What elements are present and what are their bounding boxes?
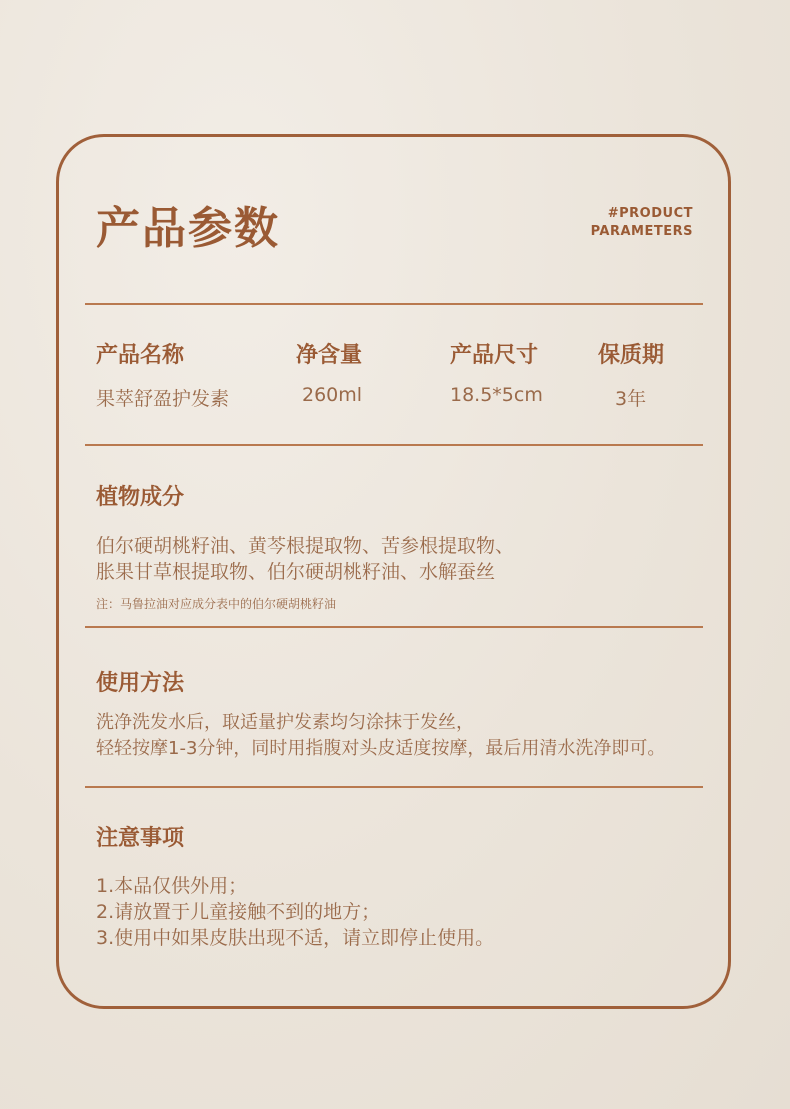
ingredients-line-1: 伯尔硬胡桃籽油、黄芩根提取物、苦参根提取物、 [96, 535, 515, 557]
ingredients-text [96, 533, 514, 585]
usage-line-1: 洗净洗发水后，取适量护发素均匀涂抹于发丝， [96, 712, 474, 733]
spec-label-shelf-life: 保质期 [598, 343, 665, 368]
spec-value-size: 18.5*5cm [450, 384, 543, 406]
spec-value-name: 果萃舒盈护发素 [96, 388, 230, 410]
caution-item-2: 2.请放置于儿童接触不到的地方； [96, 901, 381, 923]
spec-value-shelf-life: 3年 [615, 388, 647, 410]
cautions-list [96, 873, 494, 951]
page-title: 产品参数 [96, 203, 280, 254]
page-subtitle [591, 205, 693, 241]
divider-ingredients [85, 626, 703, 628]
divider-usage [85, 786, 703, 788]
spec-label-size: 产品尺寸 [450, 343, 539, 368]
ingredients-note: 注：马鲁拉油对应成分表中的伯尔硬胡桃籽油 [96, 597, 337, 611]
caution-item-1: 1.本品仅供外用； [96, 875, 248, 897]
spec-value-volume: 260ml [302, 384, 363, 406]
subtitle-line-1: #PRODUCT [607, 206, 693, 221]
usage-text [96, 710, 665, 762]
usage-line-2: 轻轻按摩1-3分钟，同时用指腹对头皮适度按摩，最后用清水洗净即可。 [96, 738, 666, 759]
spec-label-volume: 净含量 [296, 343, 363, 368]
cautions-title: 注意事项 [96, 826, 185, 851]
ingredients-title: 植物成分 [96, 485, 185, 510]
usage-title: 使用方法 [96, 671, 185, 696]
spec-label-name: 产品名称 [96, 343, 185, 368]
divider-top [85, 303, 703, 305]
ingredients-line-2: 胀果甘草根提取物、伯尔硬胡桃籽油、水解蚕丝 [96, 561, 496, 583]
divider-specs [85, 444, 703, 446]
caution-item-3: 3.使用中如果皮肤出现不适，请立即停止使用。 [96, 927, 495, 949]
subtitle-line-2: PARAMETERS [590, 224, 693, 239]
